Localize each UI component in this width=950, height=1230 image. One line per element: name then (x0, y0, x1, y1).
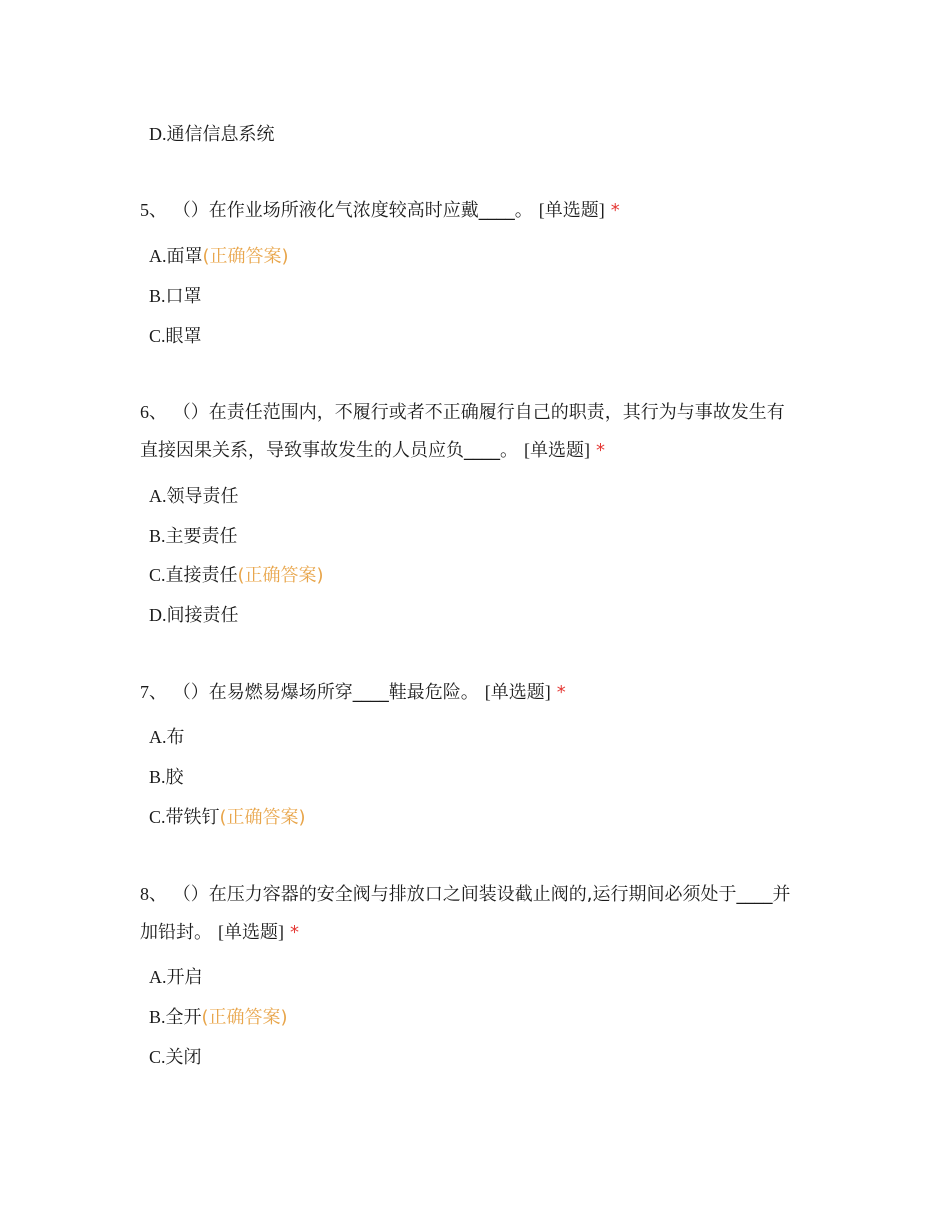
option-letter: B. (149, 286, 166, 306)
correct-answer-tag: (正确答案) (201, 1007, 288, 1028)
option-text: 眼罩 (165, 326, 202, 347)
option-text: 带铁钉 (165, 807, 220, 828)
option-q5-c (149, 324, 202, 349)
option-letter: D. (149, 124, 167, 144)
option-q6-a (149, 484, 239, 509)
option-q7-a (149, 725, 185, 750)
option-text: 领导责任 (166, 486, 239, 507)
question-8-line-2 (140, 920, 820, 945)
question-number: 7、 (140, 682, 167, 702)
question-text: （）在作业场所液化气浓度较高时应戴____。 (172, 200, 533, 221)
option-letter: C. (149, 1047, 166, 1067)
question-text: （）在责任范围内，不履行或者不正确履行自己的职责，其行为与事故发生有 (172, 402, 785, 423)
option-letter: A. (149, 246, 167, 266)
option-letter: A. (149, 967, 167, 987)
option-q5-b (149, 284, 202, 309)
correct-answer-tag: (正确答案) (202, 246, 289, 267)
option-letter: D. (149, 605, 167, 625)
option-text: 通信信息系统 (166, 124, 275, 145)
question-5 (140, 198, 820, 223)
option-letter: B. (149, 1007, 166, 1027)
option-q5-a (149, 244, 289, 269)
option-letter: C. (149, 807, 166, 827)
required-marker: * (556, 682, 566, 703)
option-text: 布 (166, 727, 185, 748)
question-type: [单选题] (218, 922, 284, 942)
correct-answer-tag: (正确答案) (219, 807, 306, 828)
option-q6-d (149, 603, 239, 628)
option-text: 面罩 (166, 246, 203, 267)
option-text: 开启 (166, 967, 203, 988)
option-text: 胶 (165, 767, 184, 788)
option-q6-b (149, 524, 238, 549)
option-letter: B. (149, 767, 166, 787)
question-8-line-1 (140, 882, 820, 907)
question-text: （）在压力容器的安全阀与排放口之间装设截止阀的,运行期间必须处于____并 (172, 884, 791, 905)
option-q8-a (149, 965, 203, 990)
option-q4-d (149, 122, 275, 147)
question-type: [单选题] (538, 200, 605, 220)
option-letter: A. (149, 727, 167, 747)
question-type: [单选题] (484, 682, 551, 702)
option-text: 全开 (165, 1007, 202, 1028)
question-text: （）在易燃易爆场所穿____鞋最危险。 (172, 682, 479, 703)
option-letter: A. (149, 486, 167, 506)
option-letter: B. (149, 526, 166, 546)
option-text: 直接责任 (165, 565, 238, 586)
option-letter: C. (149, 565, 166, 585)
option-q8-c (149, 1045, 202, 1070)
question-text-continued: 直接因果关系，导致事故发生的人员应负____。 (140, 440, 518, 461)
option-q6-c (149, 563, 324, 588)
question-7 (140, 680, 820, 705)
option-text: 主要责任 (165, 526, 238, 547)
option-q7-c (149, 805, 306, 830)
option-text: 口罩 (165, 286, 202, 307)
correct-answer-tag: (正确答案) (237, 565, 324, 586)
option-text: 间接责任 (166, 605, 239, 626)
option-q8-b (149, 1005, 288, 1030)
required-marker: * (290, 922, 299, 943)
required-marker: * (610, 200, 620, 221)
option-text: 关闭 (165, 1047, 202, 1068)
question-type: [单选题] (524, 440, 590, 460)
question-number: 5、 (140, 200, 167, 220)
question-6-line-2 (140, 438, 820, 463)
option-letter: C. (149, 326, 166, 346)
question-number: 6、 (140, 402, 167, 422)
question-text-continued: 加铅封。 (140, 922, 212, 943)
required-marker: * (596, 440, 605, 461)
question-6-line-1 (140, 400, 820, 425)
option-q7-b (149, 765, 184, 790)
question-number: 8、 (140, 884, 167, 904)
